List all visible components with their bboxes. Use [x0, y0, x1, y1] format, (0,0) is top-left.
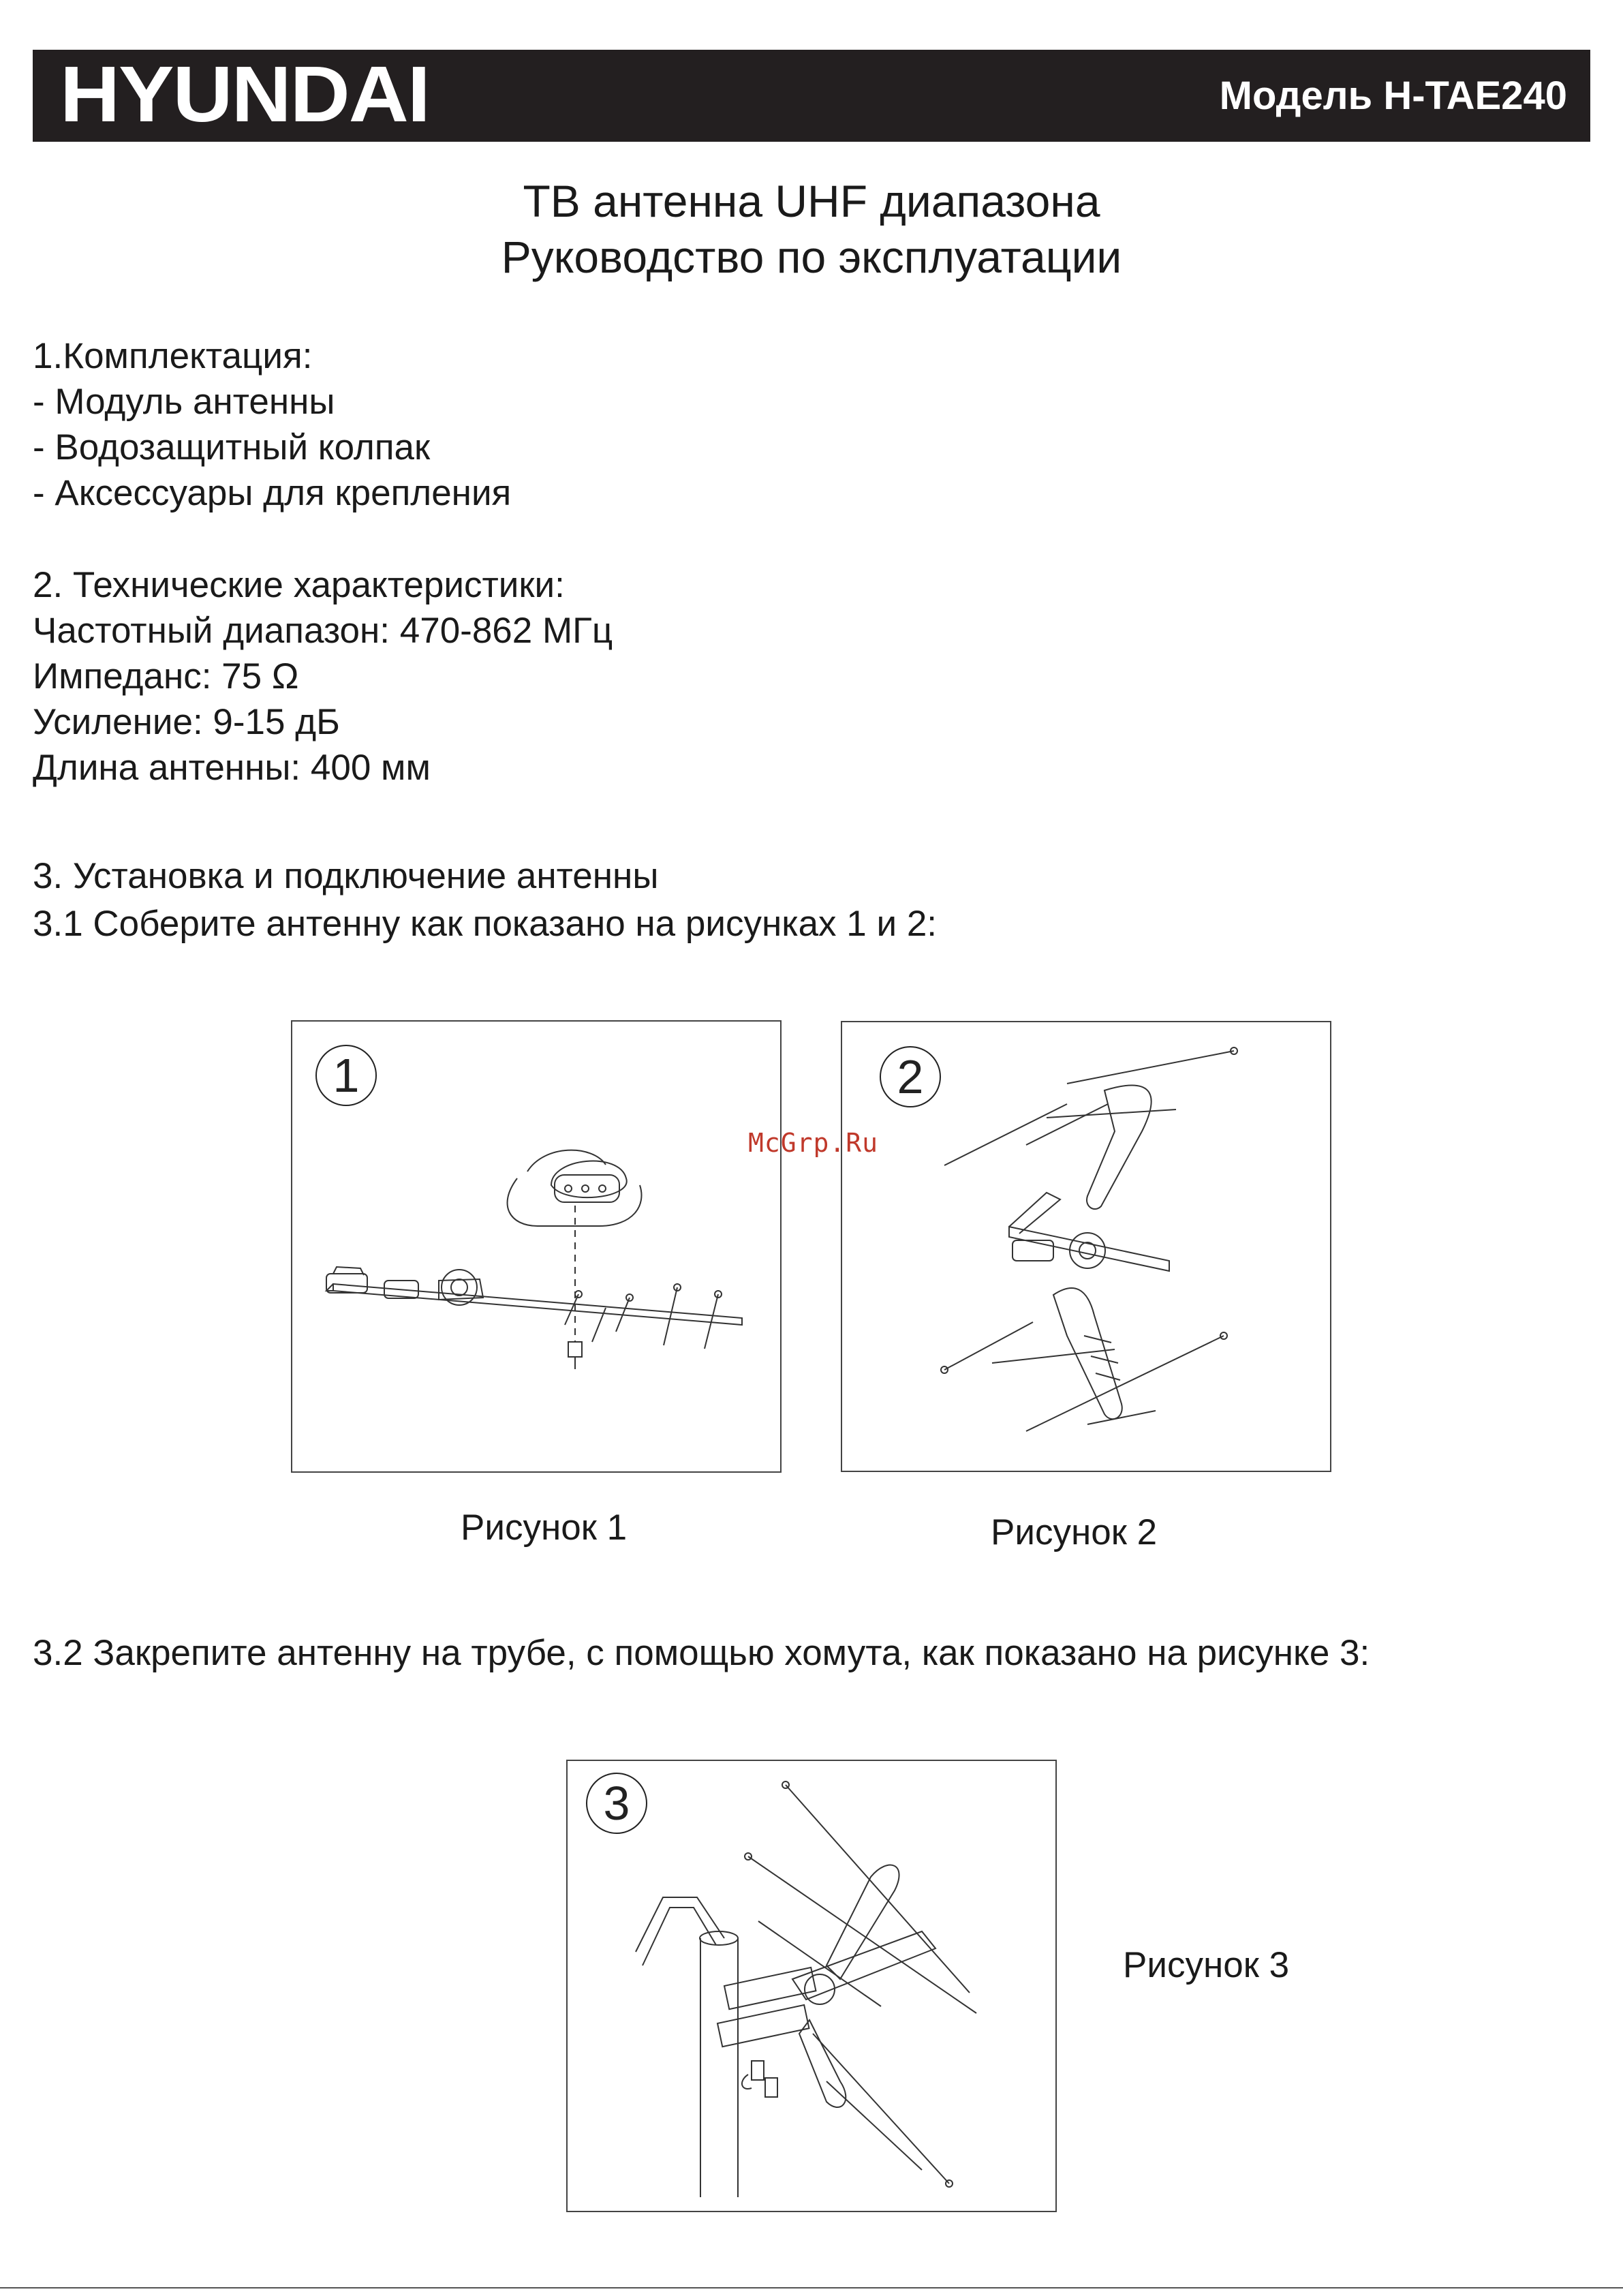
list-item: - Аксессуары для крепления	[33, 473, 512, 513]
antenna-elements-illustration	[842, 1022, 1330, 1471]
figure-2-caption: Рисунок 2	[991, 1512, 1158, 1552]
section1-heading: 1.Комплектация:	[33, 336, 313, 376]
figure-1	[291, 1020, 782, 1473]
header-bar	[33, 50, 1590, 142]
brand-logo: HYUNDAI	[60, 50, 429, 138]
spec-item: Импеданс: 75 Ω	[33, 656, 299, 697]
figure-1-caption: Рисунок 1	[461, 1507, 628, 1548]
page-bottom-rule	[0, 2287, 1623, 2289]
figure-3-caption: Рисунок 3	[1123, 1945, 1290, 1985]
spec-item: Длина антенны: 400 мм	[33, 748, 431, 788]
antenna-assembly-illustration	[292, 1022, 780, 1471]
figure-number: 2	[897, 1050, 924, 1103]
figure-number: 3	[603, 1777, 630, 1830]
step-3-2: 3.2 Закрепите антенну на трубе, с помощью хомута, как показано на рисунке 3:	[33, 1633, 1370, 1673]
document-title: ТВ антенна UHF диапазона	[523, 176, 1100, 226]
watermark: McGrp.Ru	[748, 1128, 879, 1158]
model-label: Модель H-TAE240	[1219, 74, 1567, 118]
list-item: - Водозащитный колпак	[33, 427, 431, 468]
spec-item: Усиление: 9-15 дБ	[33, 702, 340, 742]
figure-number: 1	[333, 1049, 360, 1102]
section2-heading: 2. Технические характеристики:	[33, 565, 565, 605]
list-item: - Модуль антенны	[33, 382, 335, 422]
spec-item: Частотный диапазон: 470-862 МГц	[33, 611, 613, 651]
figure-3	[566, 1760, 1057, 2212]
mast-mounting-illustration	[568, 1761, 1055, 2211]
section3-heading: 3. Установка и подключение антенны	[33, 856, 659, 896]
step-3-1: 3.1 Соберите антенну как показано на рисунках 1 и 2:	[33, 904, 938, 944]
document-subtitle: Руководство по эксплуатации	[501, 232, 1122, 282]
figure-2	[841, 1021, 1331, 1472]
